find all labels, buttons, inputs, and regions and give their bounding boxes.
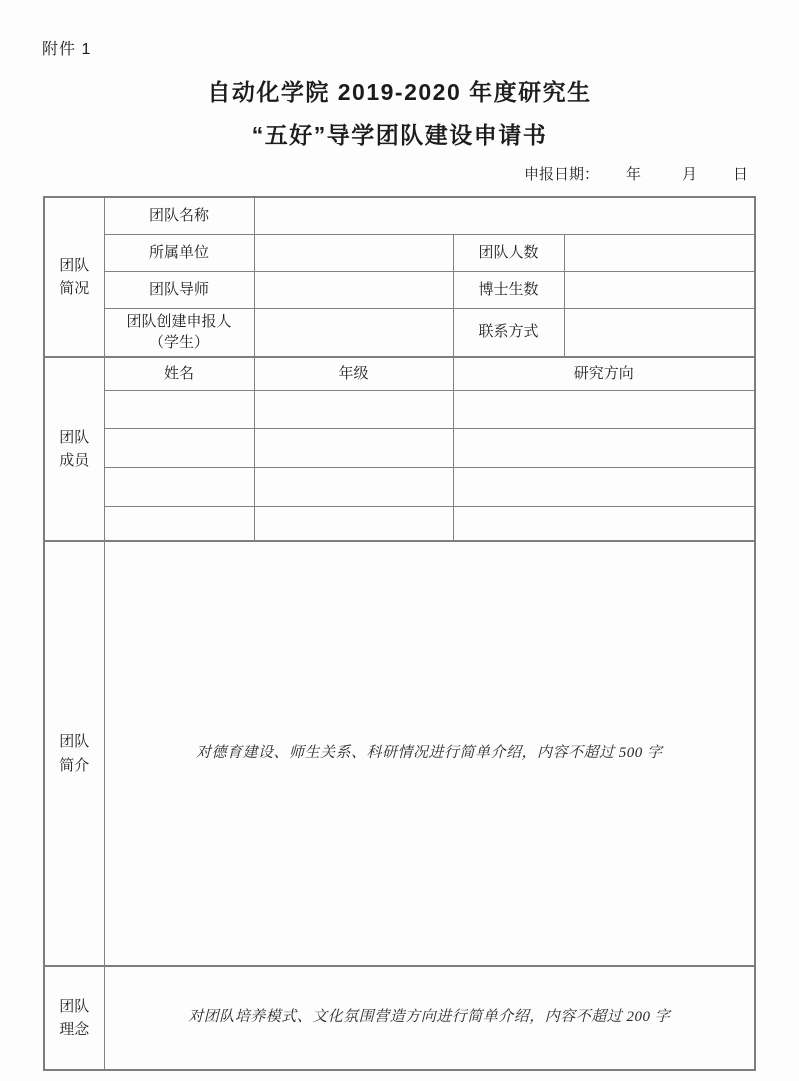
mentor-value-cell (254, 271, 453, 308)
member-direction-cell (453, 467, 755, 506)
column-header-grade: 年级 (254, 357, 453, 390)
member-grade-cell (254, 390, 453, 428)
member-grade-cell (254, 428, 453, 467)
member-direction-cell (453, 428, 755, 467)
team-size-label: 团队人数 (453, 234, 564, 271)
member-name-cell (104, 506, 254, 541)
team-size-value-cell (564, 234, 755, 271)
applicant-value-cell (254, 308, 453, 357)
application-date-line (524, 163, 748, 184)
phd-count-value-cell (564, 271, 755, 308)
group-label-team-intro: 团队简介 (44, 541, 104, 966)
date-month-label: 月 (682, 167, 698, 183)
column-header-direction: 研究方向 (453, 357, 755, 390)
phd-count-label: 博士生数 (453, 271, 564, 308)
team-philosophy-hint: 对团队培养模式、文化氛围营造方向进行简单介绍，内容不超过 200 字 (188, 1009, 671, 1026)
date-label: 申报日期： (524, 167, 600, 183)
application-form-table (43, 196, 756, 1071)
member-name-cell (104, 428, 254, 467)
date-year-label: 年 (626, 167, 642, 183)
attachment-label: 附件 1 (42, 41, 92, 58)
contact-value-cell (564, 308, 755, 357)
member-row (44, 506, 755, 541)
member-row (44, 467, 755, 506)
unit-label: 所属单位 (104, 234, 254, 271)
document-title-line1: 自动化学院 2019-2020 年度研究生 (207, 79, 592, 105)
member-direction-cell (453, 506, 755, 541)
group-label-team-overview: 团队简况 (44, 197, 104, 357)
mentor-label: 团队导师 (104, 271, 254, 308)
member-name-cell (104, 467, 254, 506)
member-direction-cell (453, 390, 755, 428)
team-philosophy-content-cell (104, 966, 755, 1070)
team-name-label: 团队名称 (104, 197, 254, 234)
contact-label: 联系方式 (453, 308, 564, 357)
unit-value-cell (254, 234, 453, 271)
team-intro-hint: 对德育建设、师生关系、科研情况进行简单介绍，内容不超过 500 字 (196, 744, 663, 761)
member-row (44, 390, 755, 428)
member-name-cell (104, 390, 254, 428)
applicant-label: 团队创建申报人 （学生） (104, 308, 254, 357)
column-header-name: 姓名 (104, 357, 254, 390)
member-grade-cell (254, 467, 453, 506)
document-title-line2: “五好”导学团队建设申请书 (251, 122, 548, 148)
team-name-value-cell (254, 197, 755, 234)
applicant-sublabel: （学生） (148, 334, 209, 352)
member-grade-cell (254, 506, 453, 541)
date-day-label: 日 (733, 167, 749, 183)
member-row (44, 428, 755, 467)
group-label-team-members: 团队成员 (44, 357, 104, 541)
group-label-team-philosophy: 团队理念 (44, 966, 104, 1070)
team-intro-content-cell (104, 541, 755, 966)
